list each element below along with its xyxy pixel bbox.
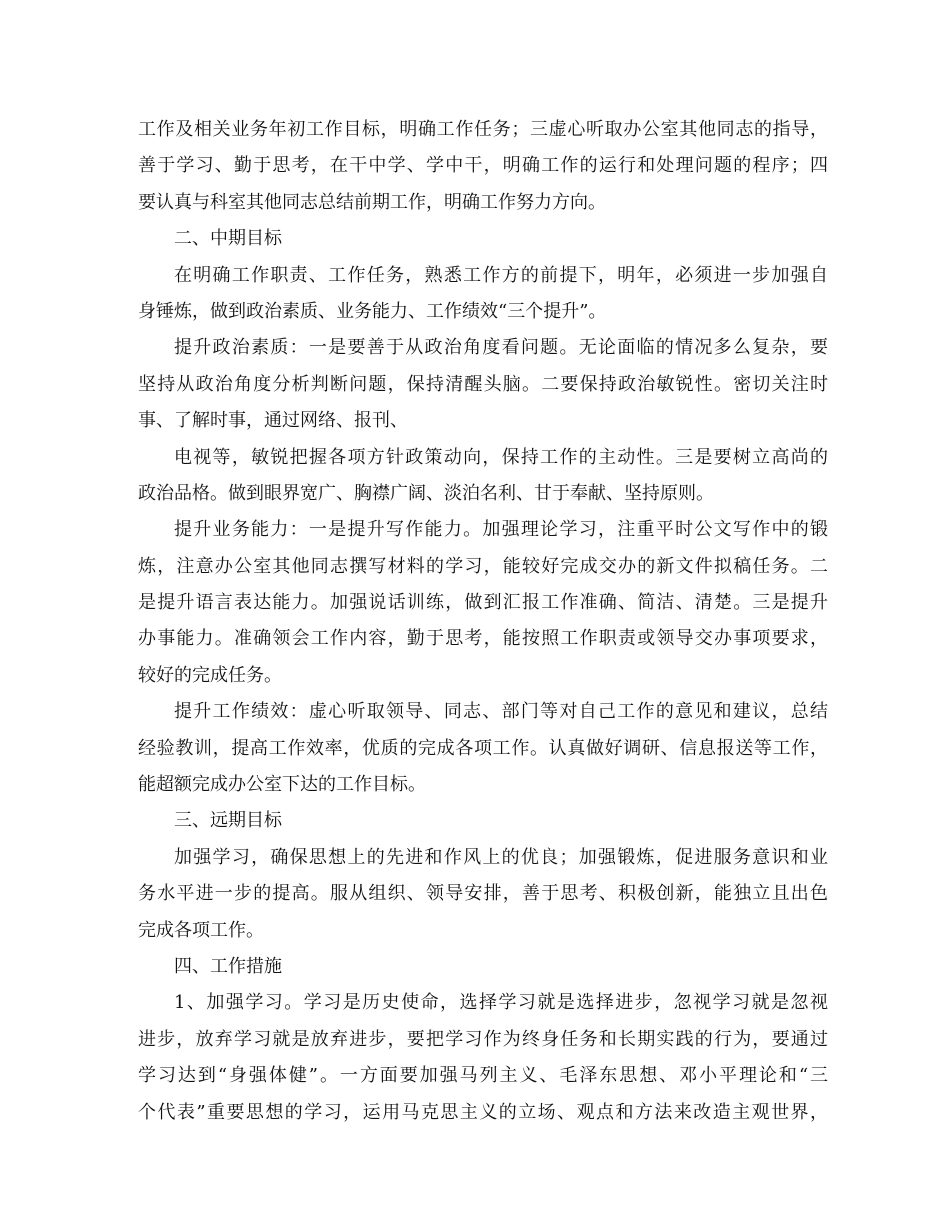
paragraph-start: 加强学习，确保思想上的先进和作风上的优良；加强锻炼，促进服务意识和业 — [174, 846, 828, 868]
text-line: 要认真与科室其他同志总结前期工作，明确工作努力方向。 — [138, 191, 606, 213]
text-line: 经验教训，提高工作效率，优质的完成各项工作。认真做好调研、信息报送等工作， — [138, 737, 828, 759]
text-line: 工作及相关业务年初工作目标，明确工作任务；三虚心听取办公室其他同志的指导， — [138, 119, 828, 140]
text-line: 完成各项工作。 — [138, 919, 264, 941]
text-line: 身锤炼，做到政治素质、业务能力、工作绩效“三个提升”。 — [138, 300, 607, 322]
section-heading: 四、工作措施 — [174, 955, 282, 977]
paragraph-start: 电视等，敏锐把握各项方针政策动向，保持工作的主动性。三是要树立高尚的 — [174, 446, 828, 468]
text-line: 政治品格。做到眼界宽广、胸襟广阔、淡泊名利、甘于奉献、坚持原则。 — [138, 482, 714, 504]
text-line: 进步，放弃学习就是放弃进步，要把学习作为终身任务和长期实践的行为，要通过 — [138, 1028, 828, 1050]
paragraph-start: 提升工作绩效：虚心听取领导、同志、部门等对自己工作的意见和建议，总结 — [174, 701, 828, 723]
document-body — [138, 112, 828, 1131]
text-line: 善于学习、勤于思考，在干中学、学中干，明确工作的运行和处理问题的程序；四 — [138, 155, 828, 177]
paragraph-start: 提升业务能力：一是提升写作能力。加强理论学习，注重平时公文写作中的锻 — [174, 519, 828, 541]
section-heading: 二、中期目标 — [174, 228, 282, 250]
text-line: 务水平进一步的提高。服从组织、领导安排，善于思考、积极创新，能独立且出色 — [138, 883, 828, 905]
section-heading: 三、远期目标 — [174, 810, 282, 832]
text-line: 学习达到“身强体健”。一方面要加强马列主义、毛泽东思想、邓小平理论和“三 — [138, 1065, 828, 1087]
text-line: 坚持从政治角度分析判断问题，保持清醒头脑。二要保持政治敏锐性。密切关注时 — [138, 373, 828, 395]
text-line: 办事能力。准确领会工作内容，勤于思考，能按照工作职责或领导交办事项要求， — [138, 628, 828, 650]
text-line: 炼，注意办公室其他同志撰写材料的学习，能较好完成交办的新文件拟稿任务。二 — [138, 555, 828, 577]
text-line: 能超额完成办公室下达的工作目标。 — [138, 774, 426, 796]
paragraph-start: 提升政治素质：一是要善于从政治角度看问题。无论面临的情况多么复杂，要 — [174, 337, 828, 359]
text-line: 是提升语言表达能力。加强说话训练，做到汇报工作准确、简洁、清楚。三是提升 — [138, 592, 828, 614]
text-line: 事、了解时事，通过网络、报刊、 — [138, 410, 408, 432]
paragraph-start: 在明确工作职责、工作任务，熟悉工作方的前提下，明年，必须进一步加强自 — [174, 264, 828, 286]
text-line: 较好的完成任务。 — [138, 664, 282, 686]
paragraph-start: 1、加强学习。学习是历史使命，选择学习就是选择进步，忽视学习就是忽视 — [174, 992, 828, 1014]
text-line: 个代表”重要思想的学习，运用马克思主义的立场、观点和方法来改造主观世界， — [138, 1101, 828, 1123]
